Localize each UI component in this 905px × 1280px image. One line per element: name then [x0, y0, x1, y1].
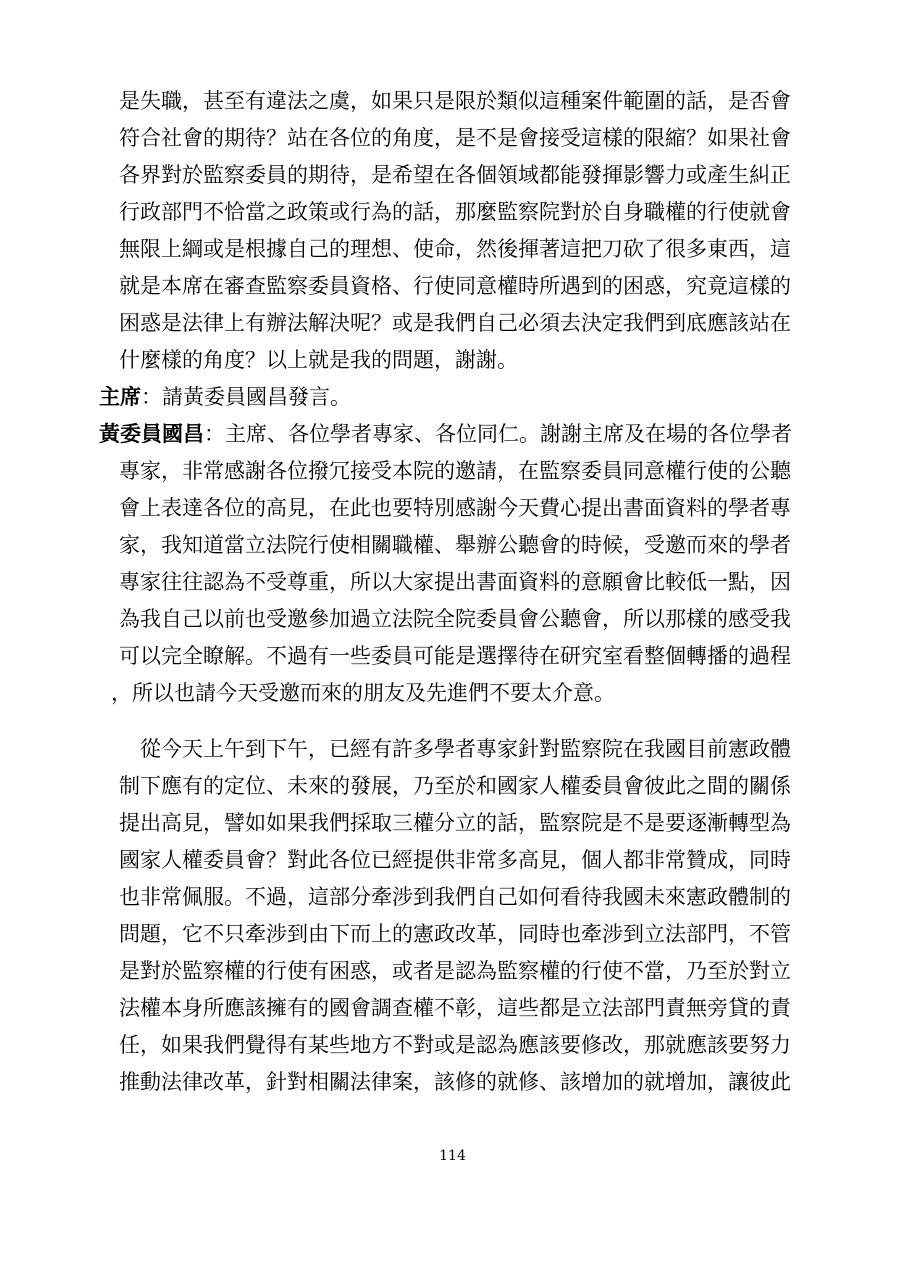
paragraph-line: 行政部門不恰當之政策或行為的話，那麼監察院對於自身職權的行使就會 [119, 200, 791, 224]
paragraph-line: 就是本席在審查監察委員資格、行使同意權時所遇到的困惑，究竟這樣的 [119, 274, 791, 298]
page-number: 114 [439, 1148, 466, 1164]
speaker-name: 主席 [99, 385, 141, 409]
huang-statement-first-line [99, 419, 792, 449]
chair-statement [99, 382, 351, 412]
paragraph-line: ，所以也請今天受邀而來的朋友及先進們不要太介意。 [111, 681, 615, 705]
paragraph-line: 國家人權委員會？對此各位已經提供非常多高見，個人都非常贊成，同時 [119, 848, 791, 872]
paragraph-line: 為我自己以前也受邀參加過立法院全院委員會公聽會，所以那樣的感受我 [119, 607, 791, 631]
paragraph-line: 提出高見，譬如如果我們採取三權分立的話，監察院是不是要逐漸轉型為 [119, 811, 791, 835]
paragraph-line: 是失職，甚至有違法之虞，如果只是限於類似這種案件範圍的話，是否會 [119, 89, 791, 113]
paragraph-line: 專家，非常感謝各位撥冗接受本院的邀請，在監察委員同意權行使的公聽 [119, 459, 791, 483]
paragraph-line: 法權本身所應該擁有的國會調查權不彰，這些都是立法部門責無旁貸的責 [119, 996, 791, 1020]
paragraph-line: 任，如果我們覺得有某些地方不對或是認為應該要修改，那就應該要努力 [119, 1033, 791, 1057]
paragraph-line: 家，我知道當立法院行使相關職權、舉辦公聽會的時候，受邀而來的學者 [119, 533, 791, 557]
paragraph-line: 專家往往認為不受尊重，所以大家提出書面資料的意願會比較低一點，因 [119, 570, 791, 594]
paragraph-line: 從今天上午到下午，已經有許多學者專家針對監察院在我國目前憲政體 [140, 737, 791, 761]
statement-text: ：主席、各位學者專家、各位同仁。謝謝主席及在場的各位學者 [204, 422, 792, 446]
paragraph-line: 制下應有的定位、未來的發展，乃至於和國家人權委員會彼此之間的關係 [119, 774, 791, 798]
paragraph-line: 是對於監察權的行使有困惑，或者是認為監察權的行使不當，乃至於對立 [119, 959, 791, 983]
statement-text: ：請黃委員國昌發言。 [141, 385, 351, 409]
paragraph-line: 什麼樣的角度？以上就是我的問題，謝謝。 [119, 348, 518, 372]
paragraph-line: 問題，它不只牽涉到由下而上的憲政改革，同時也牽涉到立法部門，不管 [119, 922, 791, 946]
paragraph-line: 會上表達各位的高見，在此也要特別感謝今天費心提出書面資料的學者專 [119, 496, 791, 520]
paragraph-line: 符合社會的期待？站在各位的角度，是不是會接受這樣的限縮？如果社會 [119, 126, 791, 150]
paragraph-line: 困惑是法律上有辦法解決呢？或是我們自己必須去決定我們到底應該站在 [119, 311, 791, 335]
paragraph-line: 無限上綱或是根據自己的理想、使命，然後揮著這把刀砍了很多東西，這 [119, 237, 791, 261]
paragraph-line: 也非常佩服。不過，這部分牽涉到我們自己如何看待我國未來憲政體制的 [119, 885, 791, 909]
paragraph-line: 各界對於監察委員的期待，是希望在各個領域都能發揮影響力或產生糾正 [119, 163, 791, 187]
speaker-name: 黃委員國昌 [99, 422, 204, 446]
paragraph-line: 推動法律改革，針對相關法律案，該修的就修、該增加的就增加，讓彼此 [119, 1070, 791, 1094]
paragraph-line: 可以完全瞭解。不過有一些委員可能是選擇待在研究室看整個轉播的過程 [119, 644, 791, 668]
